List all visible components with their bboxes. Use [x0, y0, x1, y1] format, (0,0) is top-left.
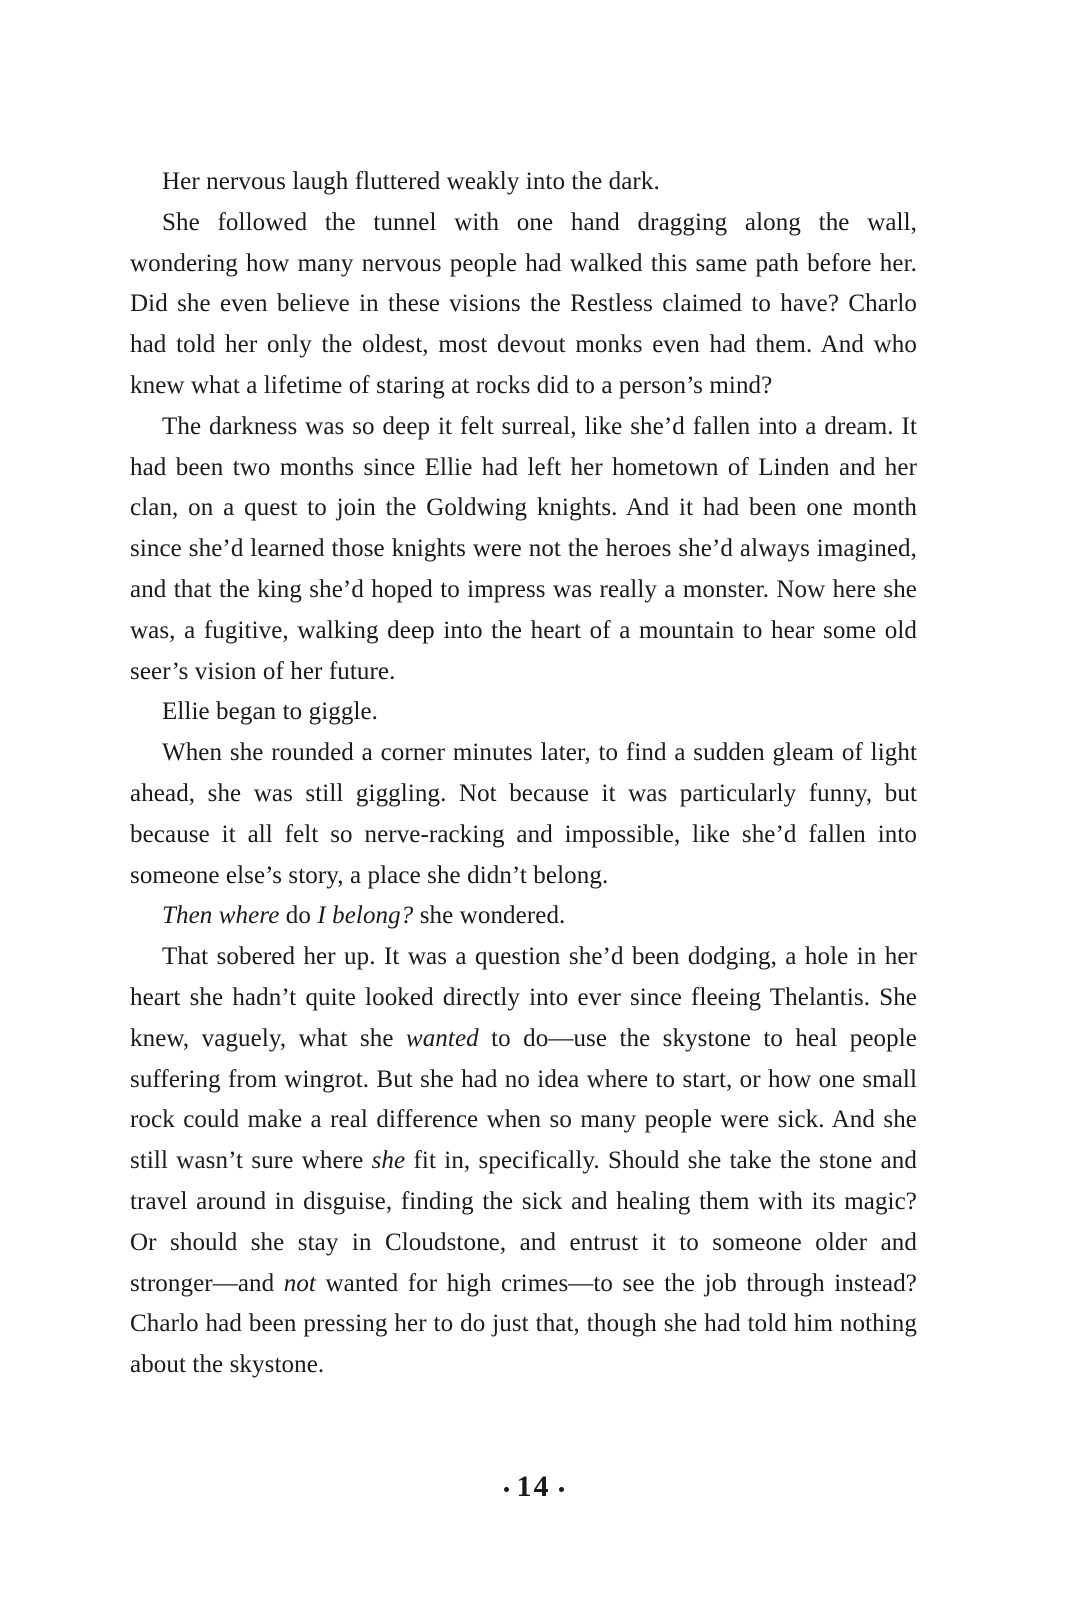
folio-dot-right-icon — [559, 1487, 564, 1492]
text-run: The darkness was so deep it felt surreal, like she’d fallen into a dream. It had been two months since Ellie had left her hometown of Linden and her clan, on a quest to join the Goldwing knights. And it had been one month since she’d learned those knights were not the heroes she’d always imagined, and that the king she’d hoped to impress was really a monster. Now here she was, a fugitive, walking deep into the heart of a mountain to hear some old seer’s vision of her future. — [130, 412, 917, 685]
folio-dot-left-icon — [504, 1487, 509, 1492]
paragraph — [130, 407, 917, 693]
italic-text: Then where — [162, 902, 280, 930]
page-body — [130, 162, 917, 1386]
paragraph — [130, 937, 917, 1386]
paragraph — [130, 733, 917, 896]
text-run: That sobered her up. It was a question she’d been dodging, a hole in her heart she hadn’t quite looked directly into ever since fleeing Thelantis. She knew, vaguely, what she — [130, 943, 917, 1052]
text-run: wanted for high crimes—to see the job through instead? Charlo had been pressing her to do just that, though she had told him nothing about the skystone. — [130, 1269, 917, 1379]
text-run: fit in, specifically. Should she take the stone and travel around in disguise, finding the sick and healing them with its magic? Or should she stay in Cloudstone, and entrust it to someone older and stronger—and — [130, 1147, 917, 1297]
text-run: to do—use the skystone to heal people suffering from wingrot. But she had no idea where to start, or how one small rock could make a real difference when so many people were sick. And she still wasn’t sure where — [130, 1024, 917, 1175]
italic-text: I belong? — [317, 902, 414, 930]
page-number: 14 — [516, 1470, 551, 1503]
paragraph — [130, 692, 917, 733]
italic-text: wanted — [405, 1024, 479, 1052]
paragraph — [130, 203, 917, 407]
text-run: She followed the tunnel with one hand dragging along the wall, wondering how many nervous people had walked this same path before her. Did she even believe in these visions the Restless claimed to have? Charlo had told her only the oldest, most devout monks even had them. And who knew what a lifetime of staring at rocks did to a person’s mind? — [130, 208, 917, 399]
paragraph — [130, 162, 917, 203]
page-number-footer — [0, 1470, 1067, 1504]
italic-text: she — [371, 1147, 406, 1175]
text-run: Her nervous laugh fluttered weakly into the dark. — [162, 168, 660, 195]
text-run: When she rounded a corner minutes later, to find a sudden gleam of light ahead, she was still giggling. Not because it was particularly funny, but because it all felt so nerve-racking and impossible, like she’d fallen into someone else’s story, a place she didn’t belong. — [130, 739, 917, 889]
text-run: do — [279, 902, 318, 930]
italic-text: not — [283, 1269, 316, 1297]
paragraph — [130, 896, 917, 937]
text-run: Ellie began to giggle. — [162, 698, 379, 726]
text-run: she wondered. — [413, 902, 566, 930]
